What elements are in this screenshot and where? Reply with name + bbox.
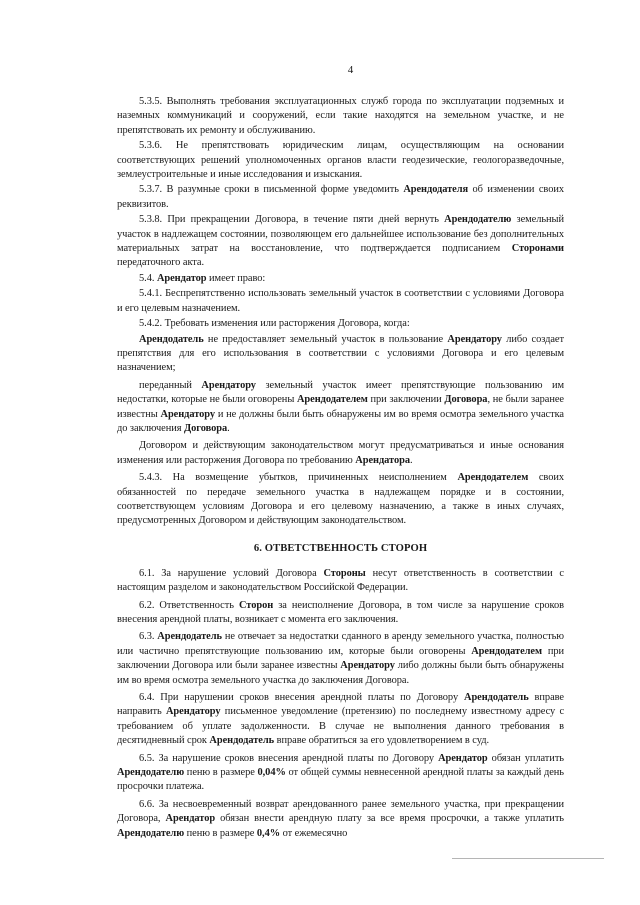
bold-term: Арендодатель — [139, 333, 204, 345]
section-6-body — [117, 567, 564, 841]
bold-term: Арендатору — [340, 660, 395, 672]
paragraph-5-4-2-a — [117, 333, 564, 376]
text-run: 5.4.1. Беспрепятственно использовать земельный участок в соответствии с условиями Договора и его целевым назначением. — [117, 288, 564, 314]
bold-term: Арендатор — [438, 752, 488, 764]
bold-term: Сторон — [238, 599, 274, 611]
bold-term: Арендодатель — [209, 735, 275, 747]
bold-term: Арендодатель — [157, 631, 222, 643]
text-run: 6.4. При нарушении сроков внесения арендной платы по Договору — [139, 692, 464, 704]
text-run: . — [227, 422, 230, 434]
text-run: либо должны были быть обнаружены им во время осмотра земельного участка до заключения Договора. — [117, 660, 564, 686]
text-run: и не должны были быть обнаружены им во время осмотра земельного участка до заключения — [117, 408, 564, 434]
bold-term: Арендодателю — [117, 827, 185, 839]
text-run: не отвечает за недостатки сданного в аренду земельного участка, полностью или частично препятствующие пользованию им, которые были оговорены — [117, 631, 564, 657]
text-run: вправе направить — [117, 692, 564, 718]
text-run: от общей суммы невнесенной арендной платы за каждый день просрочки платежа. — [117, 767, 564, 793]
text-run: передаточного акта. — [117, 257, 205, 269]
bold-term: Арендатор — [165, 813, 216, 825]
text-run: 5.4. — [139, 272, 157, 284]
text-run: 5.3.5. Выполнять требования эксплуатационных служб города по эксплуатации подземных и наземных коммуникаций и сооружений, если такие находятся на земельном участке, и не препятствовать их ремонту и обслуживанию. — [117, 96, 564, 136]
text-run: , не были заранее известны — [117, 394, 564, 420]
paragraph-5-4-1 — [117, 287, 564, 316]
text-run: вправе обратиться за его удовлетворением в суд. — [274, 735, 489, 747]
paragraph-6-2 — [117, 599, 564, 628]
text-run: обязан внести арендную плату за все время просрочки, а также уплатить — [215, 813, 564, 825]
text-run: обязан уплатить — [487, 752, 564, 764]
paragraph-6-3 — [117, 630, 564, 688]
paragraph-5-3-5 — [117, 95, 564, 138]
paragraph-5-3-8 — [117, 213, 564, 271]
text-run: пеню в размере — [184, 827, 257, 839]
text-run: об изменении своих реквизитов. — [117, 184, 565, 210]
text-run: своих обязанностей по передаче земельного участка в надлежащем порядке и в состоянии, соответствующем условиям Договора и его целевому назначению, а также в иных случаях, предусмотренных Договором и действующим законодательством. — [117, 472, 565, 527]
bold-term: 0,04% — [257, 767, 286, 779]
paragraph-6-5 — [117, 752, 564, 795]
text-run: 5.3.7. В разумные сроки в письменной форме уведомить — [139, 184, 404, 196]
bold-term: Договора — [444, 394, 488, 406]
text-run: . — [410, 454, 413, 466]
bold-term: Арендодателю — [444, 214, 512, 226]
paragraph-6-4 — [117, 691, 564, 749]
text-run: земельный участок в надлежащем состоянии, позволяющем его дальнейшее использование без дополнительных материальных затрат на восстановление, что подтверждается подписанием — [117, 214, 565, 255]
bold-term: Сторонами — [511, 243, 564, 255]
text-run: 6.1. За нарушение условий Договора — [139, 567, 324, 579]
section-5-body — [117, 95, 564, 529]
text-run: от ежемесячно — [280, 827, 348, 839]
bold-term: Арендодателем — [457, 472, 529, 484]
paragraph-5-3-6 — [117, 139, 564, 182]
paragraph-5-4-2 — [117, 317, 564, 331]
text-run: 6.2. Ответственность — [139, 599, 239, 611]
text-run: земельный участок имеет препятствующие пользованию им недостатки, которые не были оговорены — [117, 379, 564, 406]
bold-term: Арендодатель — [464, 692, 529, 704]
footer-rule — [452, 858, 604, 859]
paragraph-5-4-2-c — [117, 439, 564, 468]
text-run: 6.6. За несвоевременный возврат арендованного ранее земельного участка, при прекращении Договора, — [117, 798, 564, 825]
text-run: пеню в размере — [184, 767, 258, 779]
bold-term: Арендатор — [156, 272, 207, 284]
text-run: переданный — [139, 379, 202, 391]
bold-term: Арендатору — [165, 706, 221, 718]
bold-term: Арендатора — [355, 454, 410, 466]
text-run: 5.3.6. Не препятствовать юридическим лицам, осуществляющим на основании соответствующих решений уполномоченных органов власти геодезические, геологоразведочные, землеустроительные и иные исследования и изыскания. — [117, 140, 564, 181]
text-run: 6.5. За нарушение сроков внесения арендной платы по Договору — [139, 752, 439, 764]
paragraph-5-4-2-b — [117, 379, 564, 437]
bold-term: Стороны — [323, 567, 366, 579]
text-run: при заключении Договора или были заранее известны — [117, 645, 565, 672]
paragraph-6-1 — [117, 567, 564, 596]
bold-term: Арендатору — [201, 379, 256, 391]
bold-term: Арендодателю — [117, 767, 185, 779]
bold-term: Арендатору — [160, 408, 216, 420]
bold-term: Арендодателем — [296, 394, 368, 406]
section-heading: 6. ОТВЕТСТВЕННОСТЬ СТОРОН — [253, 542, 428, 554]
text-run: либо создает препятствия для его использования в соответствии с условиями Договора и его целевым назначением; — [117, 333, 564, 374]
text-run: за неисполнение Договора, в том числе за нарушение сроков внесения арендной платы, возникает с момента его заключения. — [117, 599, 565, 625]
bold-term: Договора — [184, 422, 228, 434]
paragraph-5-4 — [117, 272, 564, 286]
bold-term: 0,4% — [256, 827, 281, 839]
paragraph-6-6 — [117, 798, 564, 841]
bold-term: Арендодателем — [471, 645, 543, 657]
text-run: 6.3. — [139, 631, 158, 643]
text-run: письменное уведомление (претензию) по последнему известному адресу с требованием об уплате задолженности. В случае не выполнения данного требования в десятидневный срок — [117, 706, 565, 747]
text-run: 5.4.3. На возмещение убытков, причиненных неисполнением — [139, 472, 458, 484]
text-run: несут ответственность в соответствии с настоящим разделом и законодательством Российской Федерации. — [117, 567, 564, 594]
text-run: 5.4.2. Требовать изменения или расторжения Договора, когда: — [139, 318, 410, 330]
bold-term: Арендатору — [447, 333, 502, 345]
bold-term: Арендодателя — [403, 184, 469, 196]
page-number: 4 — [347, 64, 354, 76]
text-run: Договором и действующим законодательством могут предусматриваться и иные основания изменения или расторжения Договора по требованию — [117, 440, 564, 466]
text-run: не предоставляет земельный участок в пользование — [203, 333, 448, 345]
paragraph-5-3-7 — [117, 183, 564, 212]
text-run: 5.3.8. При прекращении Договора, в течение пяти дней вернуть — [139, 214, 445, 226]
paragraph-5-4-3 — [117, 471, 564, 529]
text-run: имеет право: — [206, 272, 266, 284]
text-run: при заключении — [367, 394, 445, 406]
